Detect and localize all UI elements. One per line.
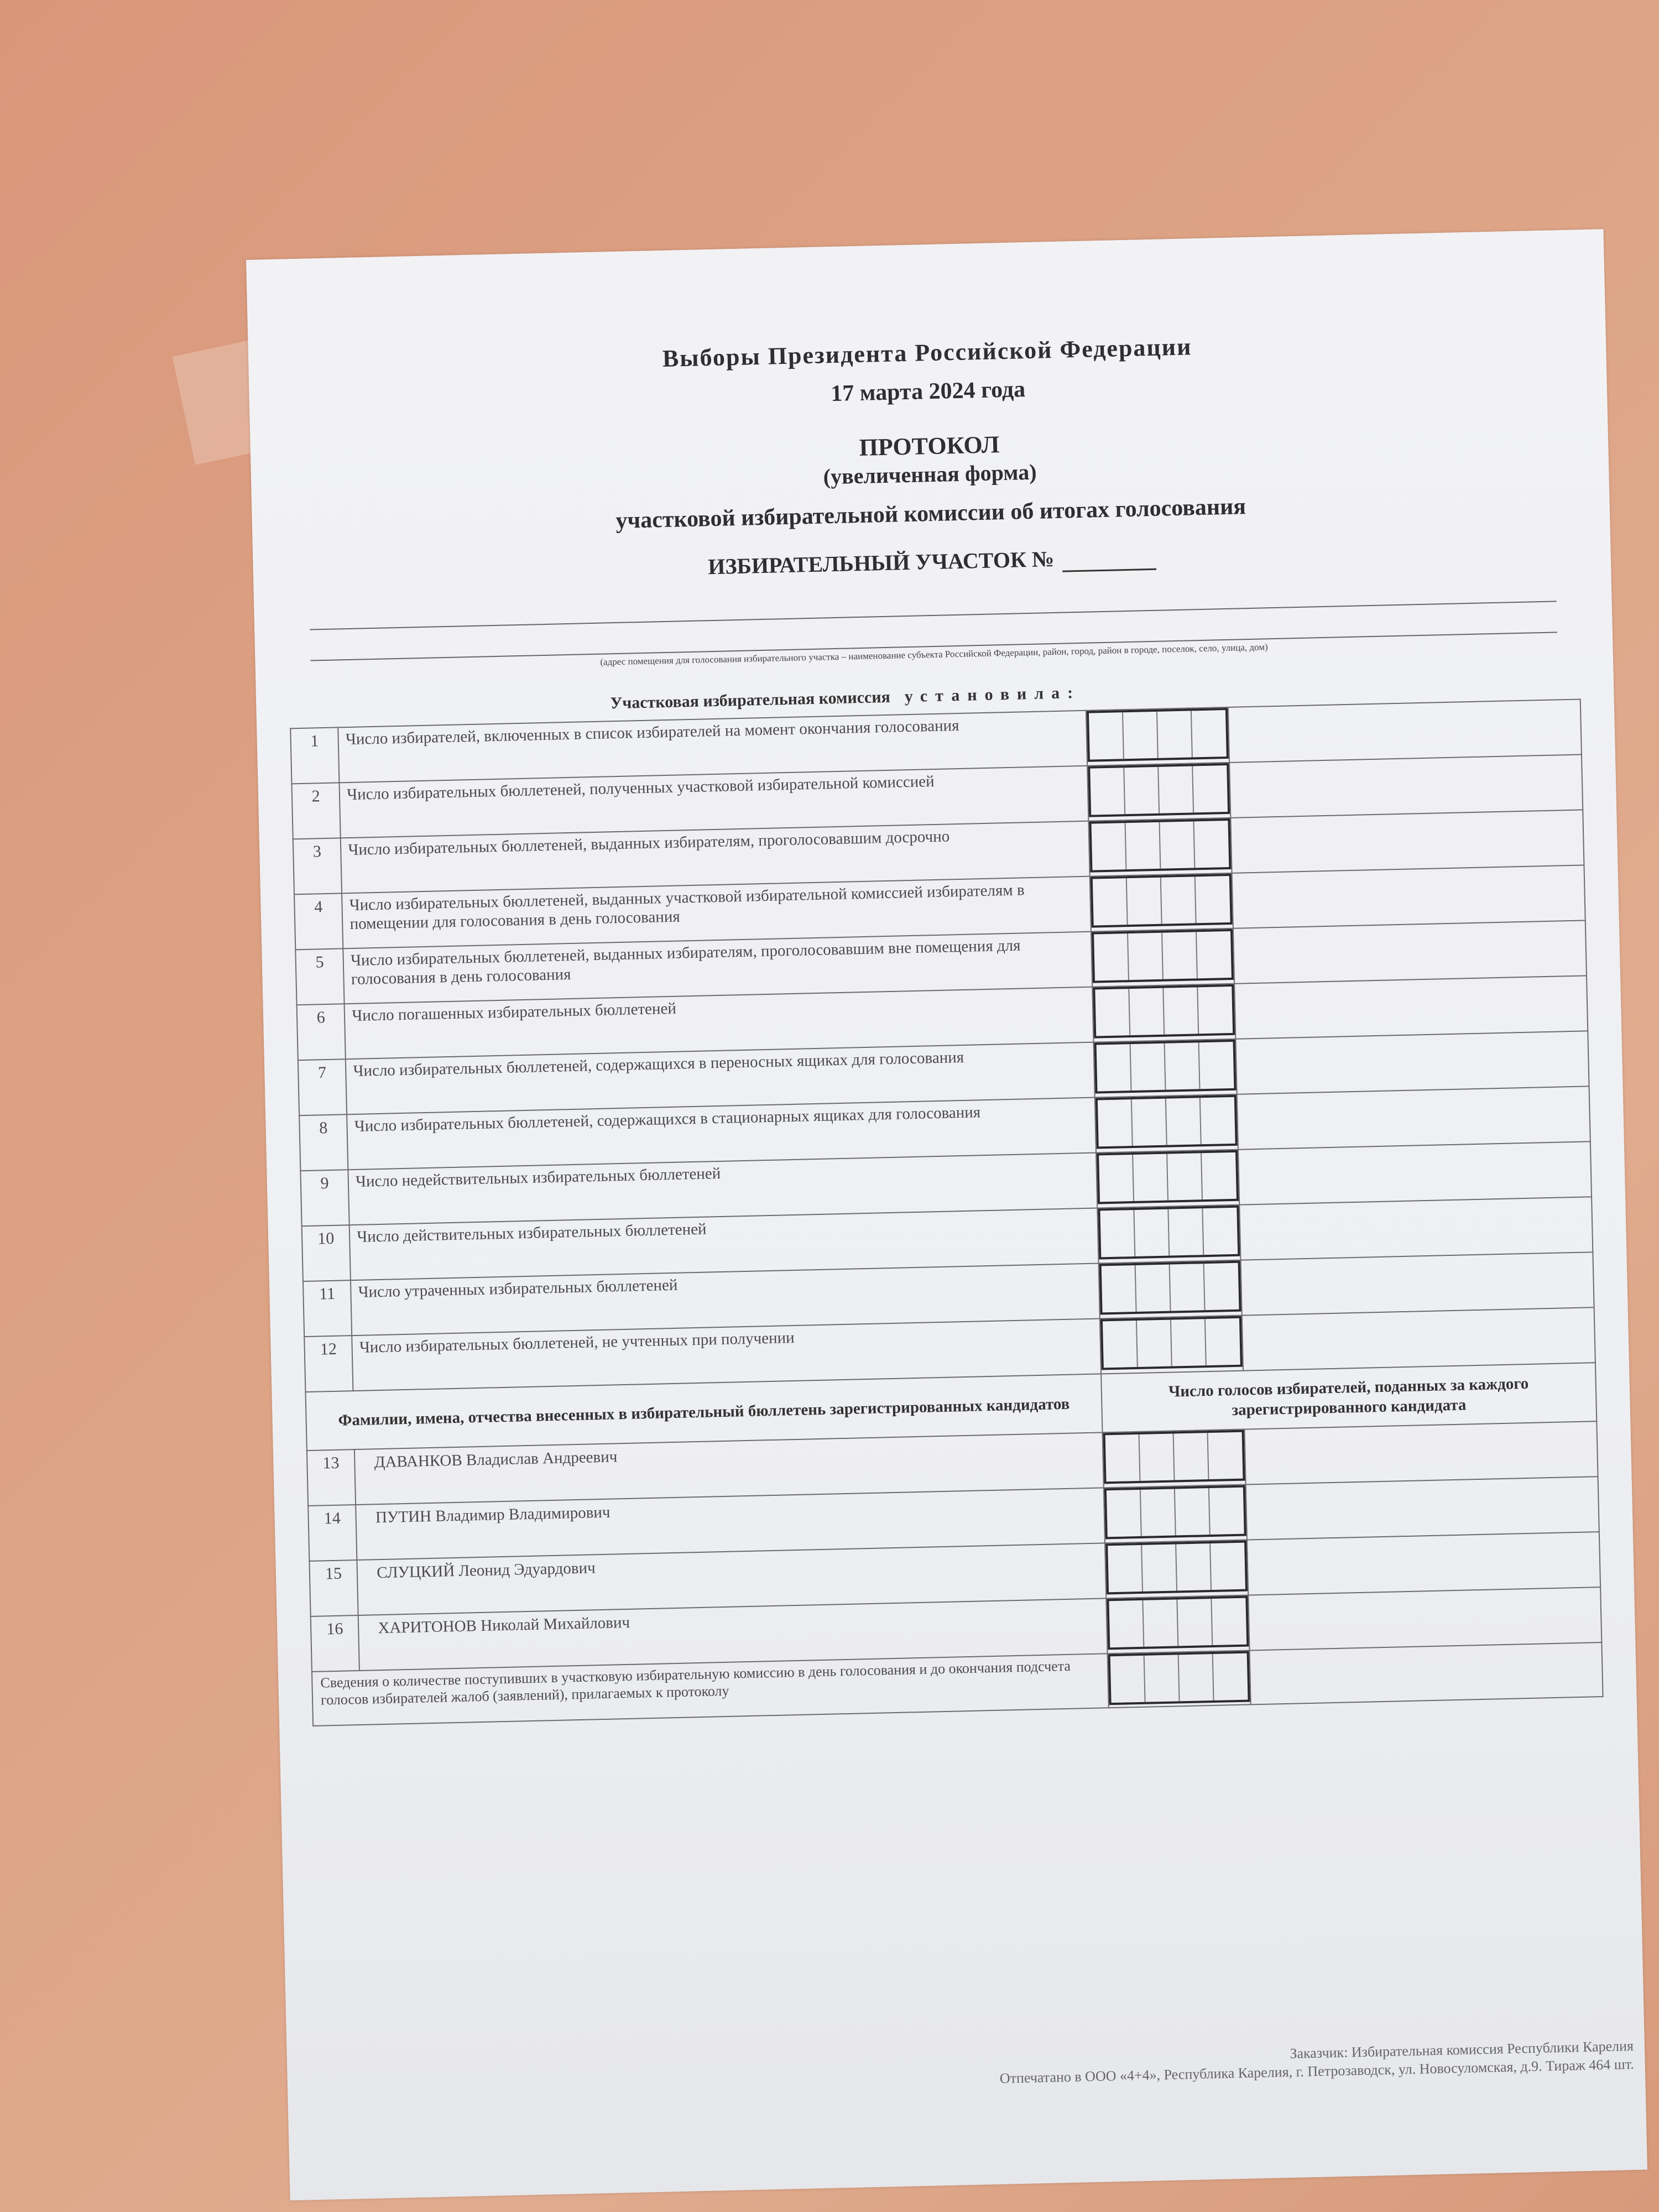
- row-number: 12: [304, 1335, 353, 1392]
- words-cell: [1240, 1252, 1594, 1315]
- digit-cells: [1103, 1485, 1246, 1543]
- election-date: 17 марта 2024 года: [830, 376, 1026, 406]
- commission-label: Участковая избирательная комиссия: [609, 687, 891, 713]
- row-number: 10: [302, 1225, 351, 1281]
- digit-cells: [1087, 763, 1230, 821]
- precinct-line: [253, 534, 1610, 591]
- row-number: 8: [299, 1114, 348, 1171]
- digit-cells: [1089, 873, 1233, 932]
- row-number: 5: [295, 948, 345, 1005]
- row-number: 15: [309, 1560, 358, 1616]
- protocol-subtitle: участковой избирательной комиссии об итогах голосования: [615, 494, 1246, 534]
- digit-cells: [1093, 1039, 1237, 1098]
- digit-cells: [1106, 1595, 1249, 1654]
- footer-customer: Заказчик: Избирательная комиссия Республики Карелия: [1290, 2037, 1634, 2062]
- candidate-name: ХАРИТОНОВ Николай Михайлович: [358, 1598, 1107, 1671]
- words-cell: [1228, 699, 1582, 762]
- protocol-sheet: [246, 229, 1647, 2200]
- words-cell: [1248, 1587, 1602, 1650]
- digit-cells: [1092, 984, 1235, 1042]
- form-note: (увеличенная форма): [823, 459, 1037, 489]
- row-number: 7: [298, 1059, 347, 1115]
- row-label: Число избирателей, включенных в список избирателей на момент окончания голосования: [338, 711, 1087, 783]
- election-title: Выборы Президента Российской Федерации: [662, 333, 1192, 372]
- row-label: Число избирательных бюллетеней, выданных участковой избирательной комиссией избирателям в помещении для голосования в день голосования: [342, 877, 1091, 949]
- row-label: Число избирательных бюллетеней, выданных избирателям, проголосовавшим вне помещения для голосования в день голосования: [343, 932, 1092, 1004]
- words-cell: [1239, 1197, 1593, 1260]
- row-number: 2: [292, 782, 341, 839]
- words-cell: [1233, 920, 1587, 983]
- words-cell: [1235, 1031, 1589, 1094]
- row-label: Число избирательных бюллетеней, содержащихся в стационарных ящиках для голосования: [347, 1098, 1095, 1170]
- row-label: Число избирательных бюллетеней, не учтенных при получении: [352, 1318, 1101, 1391]
- candidate-name: ПУТИН Владимир Владимирович: [356, 1488, 1104, 1560]
- print-footer: [999, 2037, 1634, 2088]
- digit-cells: [1096, 1150, 1239, 1208]
- digit-cells: [1088, 818, 1232, 877]
- row-label: Число утраченных избирательных бюллетеней: [351, 1264, 1099, 1336]
- words-cell: [1232, 865, 1585, 928]
- candidates-header-right: Число голосов избирателей, поданных за каждого зарегистрированного кандидата: [1101, 1363, 1597, 1432]
- words-cell: [1244, 1421, 1598, 1484]
- digit-cells: [1105, 1540, 1248, 1599]
- row-number: 1: [290, 727, 340, 784]
- digit-cells: [1100, 1316, 1243, 1374]
- candidate-name: ДАВАНКОВ Владислав Андреевич: [354, 1432, 1103, 1505]
- digit-cells: [1102, 1430, 1245, 1488]
- precinct-number-blank: [1062, 551, 1156, 572]
- words-cell: [1241, 1307, 1595, 1370]
- words-cell: [1245, 1477, 1599, 1540]
- row-label: Число недействительных избирательных бюллетеней: [348, 1153, 1097, 1225]
- row-label: Число избирательных бюллетеней, полученных участковой избирательной комиссией: [340, 766, 1088, 838]
- digit-cells: [1094, 1094, 1238, 1153]
- protocol-title: ПРОТОКОЛ: [859, 431, 1000, 462]
- words-cell: [1249, 1642, 1603, 1704]
- words-cell: [1247, 1532, 1601, 1595]
- row-label: Число действительных избирательных бюллетеней: [349, 1208, 1098, 1281]
- digit-cells: [1086, 707, 1229, 766]
- row-number: 4: [294, 893, 343, 950]
- digit-cells: [1107, 1650, 1250, 1708]
- precinct-label: ИЗБИРАТЕЛЬНЫЙ УЧАСТОК №: [707, 546, 1055, 580]
- commission-verb: установила:: [904, 683, 1081, 706]
- words-cell: [1229, 754, 1583, 817]
- row-number: 3: [293, 838, 342, 894]
- row-number: 11: [303, 1280, 352, 1337]
- complaints-label: Сведения о количестве поступивших в участковую избирательную комиссию в день голосования и до окончания подсчета голосов избирателей жалоб (заявлений), прилагаемых к протоколу: [312, 1653, 1109, 1726]
- digit-cells: [1098, 1260, 1241, 1319]
- digit-cells: [1091, 928, 1234, 987]
- footer-printer: Отпечатано в ООО «4+4», Республика Карелия, г. Петрозаводск, ул. Новосуломская, д.9. Тираж 464 шт.: [999, 2056, 1634, 2086]
- row-number: 13: [307, 1449, 356, 1506]
- words-cell: [1238, 1141, 1592, 1204]
- results-table: [290, 698, 1603, 1726]
- protocol-header: [248, 323, 1611, 591]
- candidate-name: СЛУЦКИЙ Леонид Эдуардович: [357, 1543, 1106, 1615]
- words-cell: [1234, 975, 1588, 1039]
- words-cell: [1230, 810, 1584, 873]
- row-number: 6: [297, 1004, 346, 1060]
- row-label: Число избирательных бюллетеней, содержащихся в переносных ящиках для голосования: [346, 1042, 1094, 1115]
- address-caption: (адрес помещения для голосования избирательного участка – наименование субъекта Российской Федерации, район, город, район в городе, поселок, село, улица, дом): [600, 641, 1268, 667]
- row-label: Число погашенных избирательных бюллетеней: [345, 987, 1093, 1060]
- commission-title: [610, 684, 1081, 713]
- address-line-1: [310, 601, 1556, 630]
- row-number: 9: [300, 1170, 349, 1226]
- row-number: 14: [308, 1505, 357, 1561]
- words-cell: [1237, 1086, 1590, 1149]
- candidates-header-left: Фамилии, имена, отчества внесенных в избирательный бюллетень зарегистрированных кандидатов: [305, 1374, 1102, 1451]
- row-number: 16: [311, 1615, 360, 1672]
- row-label: Число избирательных бюллетеней, выданных избирателям, проголосовавшим досрочно: [341, 821, 1089, 894]
- digit-cells: [1097, 1205, 1240, 1264]
